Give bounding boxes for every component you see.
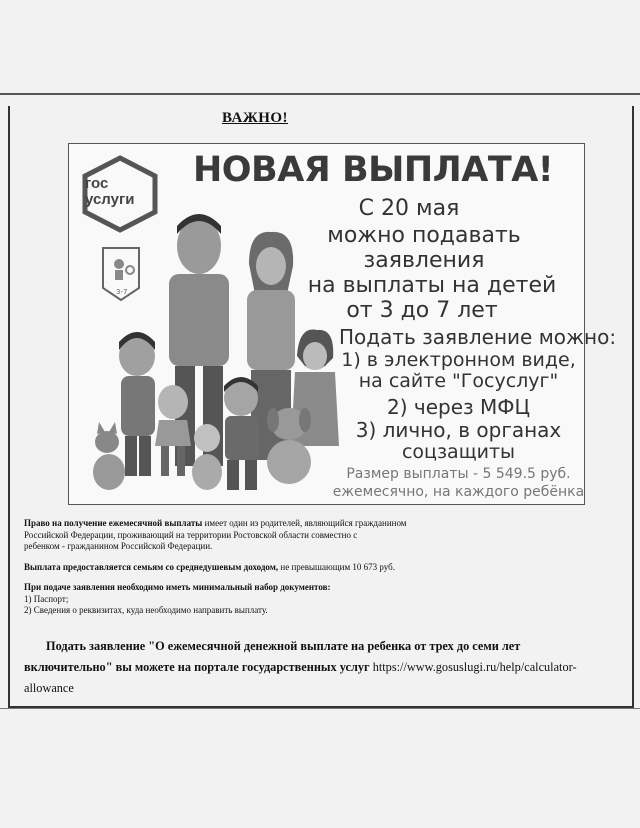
- doc-item-2: 2) Сведения о реквизитах, куда необходимо направить выплату.: [24, 605, 268, 615]
- right-line-3: ребенком - гражданином Российской Федерации.: [24, 541, 213, 551]
- portal-link-continued[interactable]: allowance: [24, 681, 74, 695]
- poster-line: 2) через МФЦ: [387, 395, 530, 419]
- income-rest: не превышающим 10 673 руб.: [278, 561, 395, 572]
- poster-line: 1) в электронном виде,: [341, 349, 576, 371]
- docs-heading: При подаче заявления необходимо иметь минимальный набор документов:: [24, 582, 331, 592]
- top-rule: [0, 93, 640, 95]
- cat-figure: [93, 422, 125, 490]
- badge-label: 3-7: [116, 288, 128, 296]
- poster-line: Подать заявление можно:: [339, 325, 617, 349]
- poster-line: на сайте "Госуслуг": [358, 370, 559, 392]
- boy-figure: [119, 332, 155, 476]
- right-bold: Право на получение ежемесячной выплаты: [24, 518, 203, 528]
- poster-line: соцзащиты: [401, 441, 516, 463]
- right-paragraph: [24, 518, 604, 530]
- income-bold: Выплата предоставляется семьям со среднедушевым доходом,: [24, 561, 279, 572]
- important-heading: ВАЖНО!: [221, 110, 289, 126]
- payment-note: ежемесячно, на каждого ребёнка: [332, 484, 585, 500]
- poster-line: С 20 мая: [358, 196, 460, 221]
- logo-text: [85, 176, 134, 208]
- income-paragraph: [24, 562, 604, 574]
- footer-line-2: [24, 657, 620, 678]
- center-boy-figure: [224, 377, 259, 490]
- portal-link[interactable]: https://www.gosuslugi.ru/help/calculator-: [369, 660, 577, 674]
- doc-item-1: 1) Паспорт;: [24, 593, 69, 604]
- payment-amount: Размер выплаты - 5 549.5 руб.: [346, 466, 571, 482]
- footer-block: [24, 636, 620, 699]
- right-rest: имеет один из родителей, являющийся гражданином: [202, 518, 407, 528]
- right-line-2: Российской Федерации, проживающий на территории Ростовской области совместно с: [24, 529, 358, 540]
- poster-title: НОВАЯ ВЫПЛАТА!: [193, 150, 554, 190]
- footer-bold: включительно" вы можете на портале государственных услуг: [24, 660, 370, 674]
- poster-line: 3) лично, в органах: [355, 418, 562, 442]
- logo-line-1: гос: [85, 175, 109, 192]
- footer-line-1: Подать заявление "О ежемесячной денежной выплате на ребенка от трех до семи лет: [46, 639, 521, 653]
- logo-line-2: услуги: [85, 191, 135, 208]
- poster-line: можно подавать: [327, 223, 521, 248]
- info-block: [24, 518, 604, 617]
- poster: [68, 143, 617, 505]
- poster-line: на выплаты на детей: [307, 273, 557, 298]
- bottom-rule: [0, 708, 640, 709]
- poster-line: заявления: [363, 248, 485, 273]
- family-illustration: [89, 206, 359, 502]
- poster-line: от 3 до 7 лет: [346, 298, 498, 323]
